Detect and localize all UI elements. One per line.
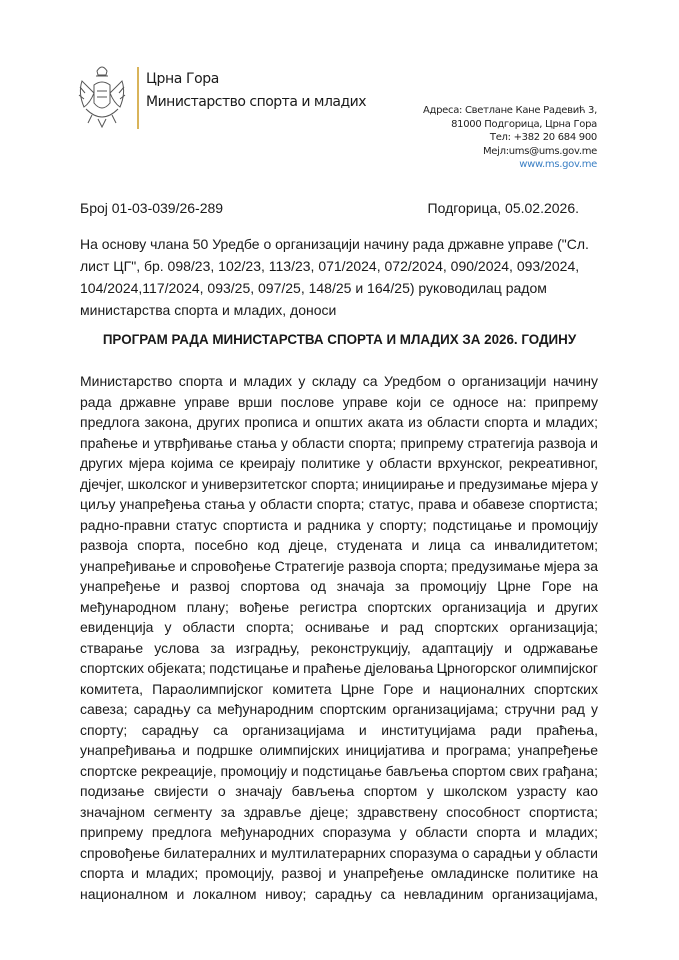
body-line: припрему предлога међународних споразума у области спорта и младих;	[80, 824, 598, 840]
body-line: подизање свијести о значају бављења спортом у школском узрасту као	[80, 783, 598, 799]
body-line: развоја спорта, посебно код дјеце, студената и лица са инвалидитетом;	[80, 537, 598, 553]
intro-line: 104/2024,117/2024, 093/25, 097/25, 148/25 и 164/25) руководилац радом	[80, 280, 547, 296]
country-name: Црна Гора	[146, 71, 219, 87]
body-line: Министарство спорта и младих у складу са Уредбом о организацији начину	[80, 373, 598, 389]
intro-line: министарства спорта и младих, доноси	[80, 302, 337, 318]
place-date: Подгорица, 05.02.2026.	[427, 200, 579, 216]
body-line: циљу унапређења стања у области спорта; статус, права и обавезе спортиста;	[80, 496, 598, 512]
body-line: унапређивање и спровођење Стратегије развоја спорта; предузимање мјера за	[80, 557, 598, 574]
intro-paragraph	[80, 233, 600, 321]
address-city: 81000 Подгорица, Црна Гора	[451, 118, 597, 130]
address-line: Адреса: Светлане Кане Радевић 3,	[422, 105, 597, 116]
header-divider	[137, 67, 139, 129]
coat-of-arms-logo	[76, 63, 128, 129]
body-line: праћење и утврђивање стања у области спорта; припрему стратегија развоја и	[80, 434, 598, 451]
intro-line: На основу члана 50 Уредбе о организацији начину рада државне управе ("Сл.	[80, 236, 589, 252]
document-title: ПРОГРАМ РАДА МИНИСТАРСТВА СПОРТА И МЛАДИХ ЗА 2026. ГОДИНУ	[102, 332, 577, 347]
body-line: спорту; сарадњу са организацијама и институцијама ради праћења,	[80, 721, 598, 738]
body-line: спортске рекреације, промоцију и подстицање бављења спортом свих грађана;	[80, 762, 598, 779]
body-paragraph	[80, 371, 598, 904]
body-line: националном и локалном нивоу; сарадњу са невладиним организацијама,	[80, 885, 598, 902]
body-line: спровођење билатералних и мултилатерарних споразума о сарадњи у области	[80, 844, 598, 861]
website-link[interactable]: www.ms.gov.me	[519, 159, 597, 171]
phone: Тел: +382 20 684 900	[489, 132, 597, 144]
ministry-name: Министарство спорта и младих	[146, 94, 367, 110]
body-line: евиденција у области спорта; оснивање и рад спортских организација;	[80, 619, 598, 635]
body-line: радно-правни статус спортиста и радника у спорту; подстицање и промоцију	[80, 516, 598, 533]
body-line: спортских објеката; подстицање и праћење дјеловања Црногорског олимпијског	[80, 660, 598, 676]
body-line: комитета, Параолимпијског комитета Црне Горе и националних спортских	[80, 680, 598, 697]
body-line: дјечјег, школског и универзитетског спорта; инициирање и предузимање мјера у	[80, 475, 598, 492]
body-line: стварање услова за изградњу, реконструкцију, адаптацију и одржавање	[80, 639, 598, 656]
body-line: унапређење и развој спортова од значаја за промоцију Црне Горе на	[80, 578, 598, 594]
body-line: значајном сегменту за здравље дјеце; здравствену способност спортиста;	[80, 803, 598, 820]
body-line: других мјера којима се креирају политике у области врхунског, рекреативног,	[80, 455, 598, 471]
document-number: Број 01-03-039/26-289	[80, 200, 224, 216]
intro-line: лист ЦГ", бр. 098/23, 102/23, 113/23, 071/2024, 072/2024, 090/2024, 093/2024,	[80, 258, 580, 274]
email: Мејл:ums@ums.gov.me	[482, 145, 597, 157]
body-line: спорта и младих; промоцију, развој и унапређење омладинске политике на	[80, 865, 598, 881]
body-line: унапређивања и подршке олимпијских иницијатива и програма; унапређење	[80, 742, 598, 758]
contact-block	[423, 104, 597, 172]
body-line: рада државне управе врши послове управе који се односе на: припрему	[80, 393, 598, 410]
body-line: предлога закона, других прописа и општих аката из области спорта и младих;	[80, 414, 598, 430]
body-line: међународном плану; вођење регистра спортских организација и других	[80, 598, 598, 615]
body-line: савеза; сарадњу са међународним спортским организацијама; стручни рад у	[80, 701, 598, 717]
